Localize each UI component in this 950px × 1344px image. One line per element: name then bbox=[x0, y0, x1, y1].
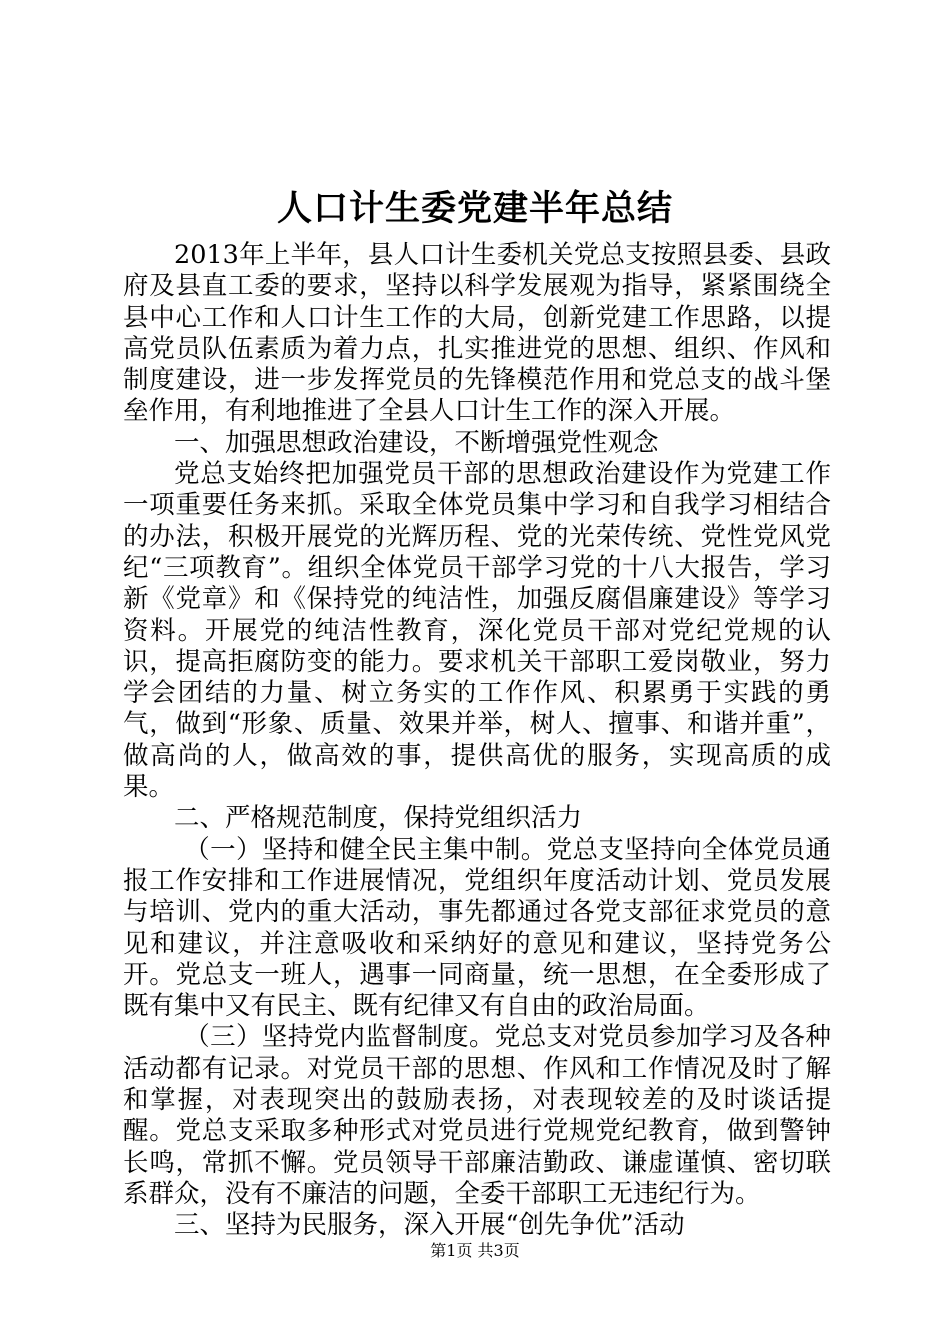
intro-paragraph: 2013年上半年，县人口计生委机关党总支按照县委、县政府及县直工委的要求，坚持以科学发展观为指导，紧紧围绕全县中心工作和人口计生工作的大局，创新党建工作思路，以提高党员队伍素质为着力点，扎实推进党的思想、组织、作风和制度建设，进一步发挥党员的先锋模范作用和党总支的战斗堡垒作用，有利地推进了全县人口计生工作的深入开展。 bbox=[123, 240, 831, 427]
section-heading-2: 二、严格规范制度，保持党组织活力 bbox=[174, 803, 583, 834]
document-body bbox=[123, 240, 831, 1242]
section-heading-3: 三、坚持为民服务，深入开展“创先争优”活动 bbox=[174, 1210, 685, 1241]
section-2-item-3-paragraph: （三）坚持党内监督制度。党总支对党员参加学习及各种活动都有记录。对党员干部的思想、作风和工作情况及时了解和掌握，对表现突出的鼓励表扬，对表现较差的及时谈话提醒。党总支采取多种形式对党员进行党规党纪教育，做到警钟长鸣，常抓不懈。党员领导干部廉洁勤政、谦虚谨慎、密切联系群众，没有不廉洁的问题，全委干部职工无违纪行为。 bbox=[123, 1022, 831, 1209]
section-1-paragraph: 党总支始终把加强党员干部的思想政治建设作为党建工作一项重要任务来抓。采取全体党员集中学习和自我学习相结合的办法，积极开展党的光辉历程、党的光荣传统、党性党风党纪“三项教育”。组织全体党员干部学习党的十八大报告，学习新《党章》和《保持党的纯洁性，加强反腐倡廉建设》等学习资料。开展党的纯洁性教育，深化党员干部对党纪党规的认识，提高拒腐防变的能力。要求机关干部职工爱岗敬业，努力学会团结的力量、树立务实的工作作风、积累勇于实践的勇气，做到“形象、质量、效果并举，树人、擅事、和谐并重”，做高尚的人，做高效的事，提供高优的服务，实现高质的成果。 bbox=[123, 459, 831, 803]
section-heading-1: 一、加强思想政治建设，不断增强党性观念 bbox=[174, 427, 659, 458]
section-2-item-1-paragraph: （一）坚持和健全民主集中制。党总支坚持向全体党员通报工作安排和工作进展情况，党组织年度活动计划、党员发展与培训、党内的重大活动，事先都通过各党支部征求党员的意见和建议，并注意吸收和采纳好的意见和建议，坚持党务公开。党总支一班人，遇事一同商量，统一思想，在全委形成了既有集中又有民主、既有纪律又有自由的政治局面。 bbox=[123, 834, 831, 1022]
page-number-footer: 第1页 共3页 bbox=[430, 1241, 520, 1260]
document-title: 人口计生委党建半年总结 bbox=[276, 188, 673, 229]
